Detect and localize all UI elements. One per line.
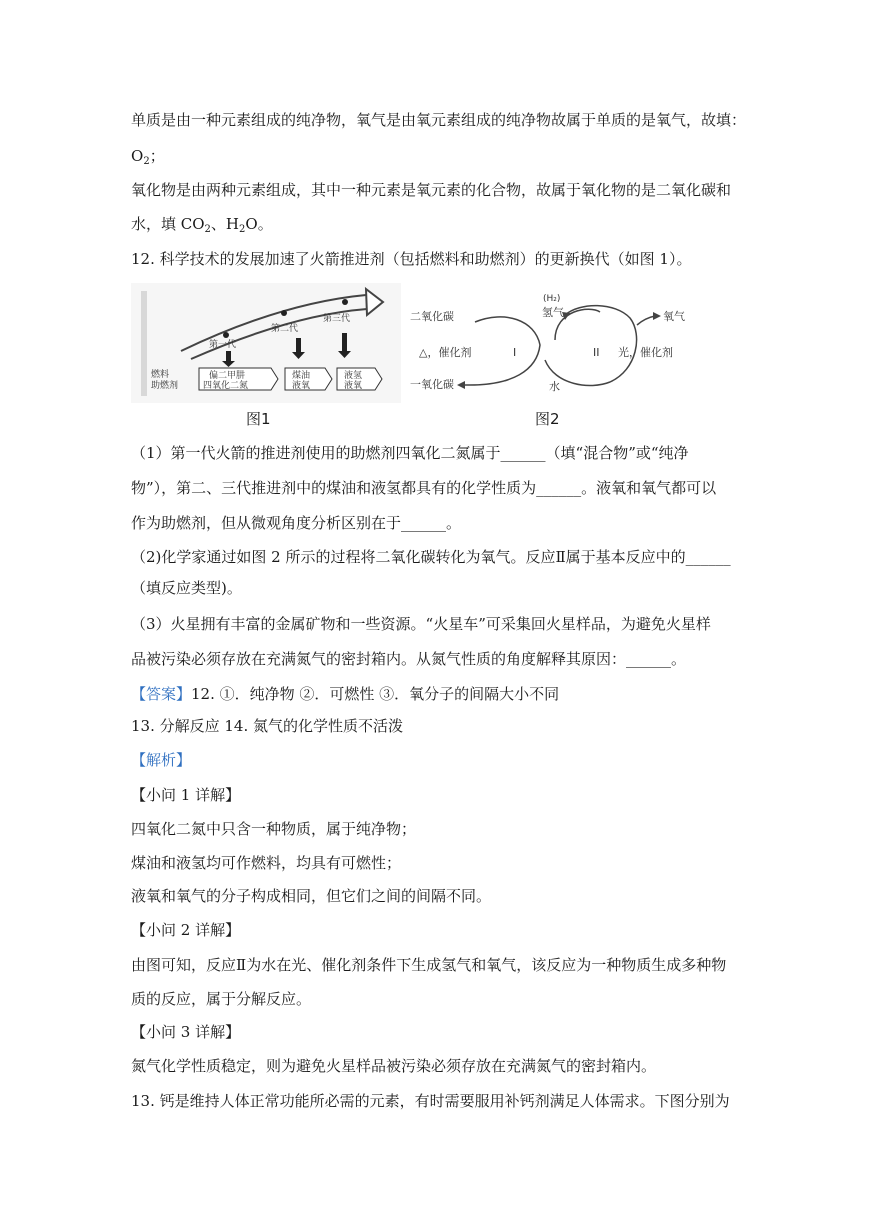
subquestion-line	[131, 478, 716, 498]
analysis-line: 由图可知，反应Ⅱ为水在光、催化剂条件下生成氢气和氧气，该反应为一种物质生成多种物	[131, 956, 727, 974]
text: 单质是由一种元素组成的纯净物，氧气是由氧元素组成的纯净物故属于单质的是氧气，故填：	[131, 111, 747, 129]
label-h2: 氢气	[542, 306, 564, 319]
section-heading: 【小问 3 详解】	[131, 1023, 241, 1041]
analysis-line: 液氧和氧气的分子构成相同，但它们之间的间隔不同。	[131, 887, 492, 905]
box1-oxidizer: 四氧化二氮	[203, 381, 249, 391]
label-condition-1: △，催化剂	[419, 346, 472, 359]
label-h2-formula: (H₂)	[543, 294, 561, 304]
box2-fuel: 煤油	[292, 371, 311, 381]
text: 品被污染必须存放在充满氮气的密封箱内。从氮气性质的角度解释其原因：______。	[131, 650, 687, 668]
text: 物”），第二、三代推进剂中的煤油和液氢都具有的化学性质为______。液氧和氧气都可以	[131, 479, 717, 497]
arrow-head-icon	[653, 312, 661, 320]
subscript: 2	[143, 156, 150, 167]
generation-marker	[342, 299, 348, 305]
box3-oxidizer: 液氧	[344, 381, 363, 391]
box2-oxidizer: 液氧	[292, 381, 311, 391]
gen3-label: 第三代	[323, 314, 351, 324]
paragraph-line	[131, 110, 746, 130]
box3-fuel: 液氢	[344, 371, 363, 381]
analysis-tag: 【解析】	[131, 751, 192, 769]
subquestion-line	[131, 649, 686, 669]
question-12-stem	[131, 249, 691, 269]
arrow-head-icon	[457, 381, 465, 389]
subscript: 2	[239, 224, 246, 235]
paragraph-line	[131, 214, 273, 240]
analysis-line: 质的反应，属于分解反应。	[131, 990, 312, 1008]
subquestion-line	[131, 547, 731, 567]
paragraph-line	[131, 146, 165, 172]
paragraph-line	[131, 180, 731, 200]
row-label-fuel: 燃料	[151, 370, 170, 380]
generation-marker	[281, 310, 287, 316]
text: ；	[149, 147, 165, 165]
gen2-label: 第二代	[271, 324, 299, 334]
text: 氧化物是由两种元素组成，其中一种元素是氧元素的化合物，故属于氧化物的是二氧化碳和	[131, 181, 732, 199]
subquestion-line	[131, 614, 711, 634]
section-heading: 【小问 1 详解】	[131, 786, 241, 804]
figure-1-rocket-propellant-diagram	[131, 283, 401, 403]
text: O	[131, 147, 144, 165]
answer-tag: 【答案】	[131, 685, 192, 703]
label-reaction-II: II	[593, 346, 600, 359]
label-co2: 二氧化碳	[410, 310, 454, 323]
text: （1）第一代火箭的推进剂使用的助燃剂四氧化二氮属于______（填“混合物”或“纯净	[131, 444, 689, 462]
gen1-label: 第一代	[209, 340, 237, 350]
text: 作为助燃剂，但从微观角度分析区别在于______。	[131, 514, 462, 532]
section-heading: 【小问 2 详解】	[131, 921, 241, 939]
figure-2-caption: 图2	[535, 410, 560, 428]
question-13-stem: 13. 钙是维持人体正常功能所必需的元素，有时需要服用补钙剂满足人体需求。下图分别为	[131, 1092, 730, 1110]
label-water: 水	[549, 380, 560, 393]
analysis-line: 煤油和液氢均可作燃料，均具有可燃性；	[131, 854, 402, 872]
subquestion-line	[131, 443, 689, 463]
label-condition-2: 光，催化剂	[618, 346, 673, 359]
box1-fuel: 偏二甲肼	[209, 371, 246, 381]
figure-2-co2-cycle-diagram	[405, 290, 705, 402]
text: （2)化学家通过如图 2 所示的过程将二氧化碳转化为氧气。反应Ⅱ属于基本反应中的______	[131, 548, 731, 566]
subquestion-line	[131, 513, 461, 533]
answer-line	[131, 684, 559, 704]
label-co: 一氧化碳	[410, 378, 454, 391]
text: （3）火星拥有丰富的金属矿物和一些资源。“火星车”可采集回火星样品，为避免火星样	[131, 615, 711, 633]
text: 12. ①．纯净物 ②．可燃性 ③．氧分子的间隔大小不同	[191, 685, 560, 703]
text: 、H	[210, 215, 240, 233]
text: 13. 分解反应 14. 氮气的化学性质不活泼	[131, 717, 404, 735]
analysis-line: 四氧化二氮中只含一种物质，属于纯净物；	[131, 820, 417, 838]
label-reaction-I: I	[513, 346, 517, 359]
text: 12. 科学技术的发展加速了火箭推进剂（包括燃料和助燃剂）的更新换代（如图 1）。	[131, 250, 692, 268]
label-o2: 氧气	[663, 310, 685, 323]
generation-marker	[223, 332, 229, 338]
text: （填反应类型)。	[131, 579, 242, 597]
subquestion-line	[131, 578, 242, 598]
row-label-oxidizer: 助燃剂	[151, 381, 179, 391]
text: 水，填 CO	[131, 215, 205, 233]
answer-line	[131, 716, 403, 736]
figure-1-caption: 图1	[246, 410, 271, 428]
text: O。	[245, 215, 273, 233]
subscript: 2	[204, 224, 211, 235]
analysis-line: 氮气化学性质稳定，则为避免火星样品被污染必须存放在充满氮气的密封箱内。	[131, 1057, 657, 1075]
